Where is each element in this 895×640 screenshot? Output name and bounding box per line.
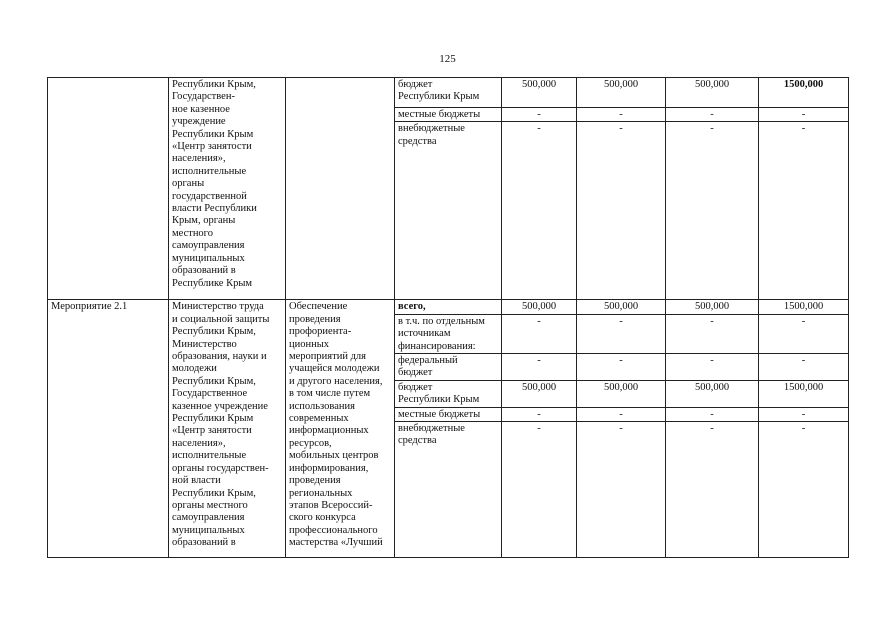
- value-cell: -: [666, 108, 759, 122]
- executors-cell: Министерство труда и социальной защиты Республики Крым, Министерство образования, науки и молодежи Республики Крым, Государственное казенное учреждение Республики Крым «Центр занятости населения», исполнительные органы государствен- ной власти Республики Крым, органы местного самоуправления муниципальных образований в: [169, 300, 286, 558]
- value-cell: -: [577, 108, 666, 122]
- value-cell: -: [577, 314, 666, 353]
- table-row: [48, 300, 849, 314]
- table-row: [48, 78, 849, 108]
- funding-source-cell: внебюджетные средства: [395, 422, 502, 558]
- value-cell: 500,000: [577, 380, 666, 407]
- total-cell: -: [759, 108, 849, 122]
- page-number: 125: [439, 53, 456, 65]
- value-cell: -: [502, 354, 577, 381]
- total-cell: -: [759, 407, 849, 421]
- funding-source-cell: федеральный бюджет: [395, 354, 502, 381]
- description-cell: [286, 78, 395, 300]
- value-cell: -: [666, 354, 759, 381]
- total-cell: 1500,000: [759, 300, 849, 314]
- executors-cell: Республики Крым, Государствен- ное казенное учреждение Республики Крым «Центр занятости населения», исполнительные органы государственной власти Республики Крым, органы местного самоуправления муниципальных образований в Республике Крым: [169, 78, 286, 300]
- funding-source-cell: бюджет Республики Крым: [395, 380, 502, 407]
- value-cell: 500,000: [502, 380, 577, 407]
- value-cell: -: [666, 422, 759, 558]
- value-cell: 500,000: [666, 78, 759, 108]
- value-cell: -: [666, 122, 759, 300]
- value-cell: -: [502, 422, 577, 558]
- description-cell: Обеспечение проведения профориента- ционных мероприятий для учащейся молодежи и другого населения, в том числе путем использования современных информационных ресурсов, мобильных центров информирования, проведения региональных этапов Всероссий- ского конкурса профессионального мастерства «Лучший: [286, 300, 395, 558]
- value-cell: -: [502, 122, 577, 300]
- value-cell: -: [666, 314, 759, 353]
- funding-source-cell: в т.ч. по отдельным источникам финансирования:: [395, 314, 502, 353]
- value-cell: -: [577, 354, 666, 381]
- measure-name-cell: [48, 78, 169, 300]
- funding-table: [47, 77, 849, 558]
- measure-name-cell: Мероприятие 2.1: [48, 300, 169, 558]
- funding-source-cell: внебюджетные средства: [395, 122, 502, 300]
- total-cell: -: [759, 314, 849, 353]
- total-cell: 1500,000: [759, 78, 849, 108]
- value-cell: -: [502, 314, 577, 353]
- total-cell: -: [759, 354, 849, 381]
- value-cell: 500,000: [666, 380, 759, 407]
- value-cell: 500,000: [502, 300, 577, 314]
- value-cell: 500,000: [577, 300, 666, 314]
- value-cell: -: [502, 108, 577, 122]
- funding-source-cell: местные бюджеты: [395, 108, 502, 122]
- funding-source-cell: всего,: [395, 300, 502, 314]
- funding-source-cell: бюджет Республики Крым: [395, 78, 502, 108]
- funding-source-cell: местные бюджеты: [395, 407, 502, 421]
- total-cell: -: [759, 122, 849, 300]
- value-cell: -: [577, 407, 666, 421]
- value-cell: -: [577, 122, 666, 300]
- value-cell: -: [666, 407, 759, 421]
- total-cell: -: [759, 422, 849, 558]
- value-cell: -: [502, 407, 577, 421]
- value-cell: 500,000: [502, 78, 577, 108]
- value-cell: 500,000: [666, 300, 759, 314]
- value-cell: 500,000: [577, 78, 666, 108]
- value-cell: -: [577, 422, 666, 558]
- total-cell: 1500,000: [759, 380, 849, 407]
